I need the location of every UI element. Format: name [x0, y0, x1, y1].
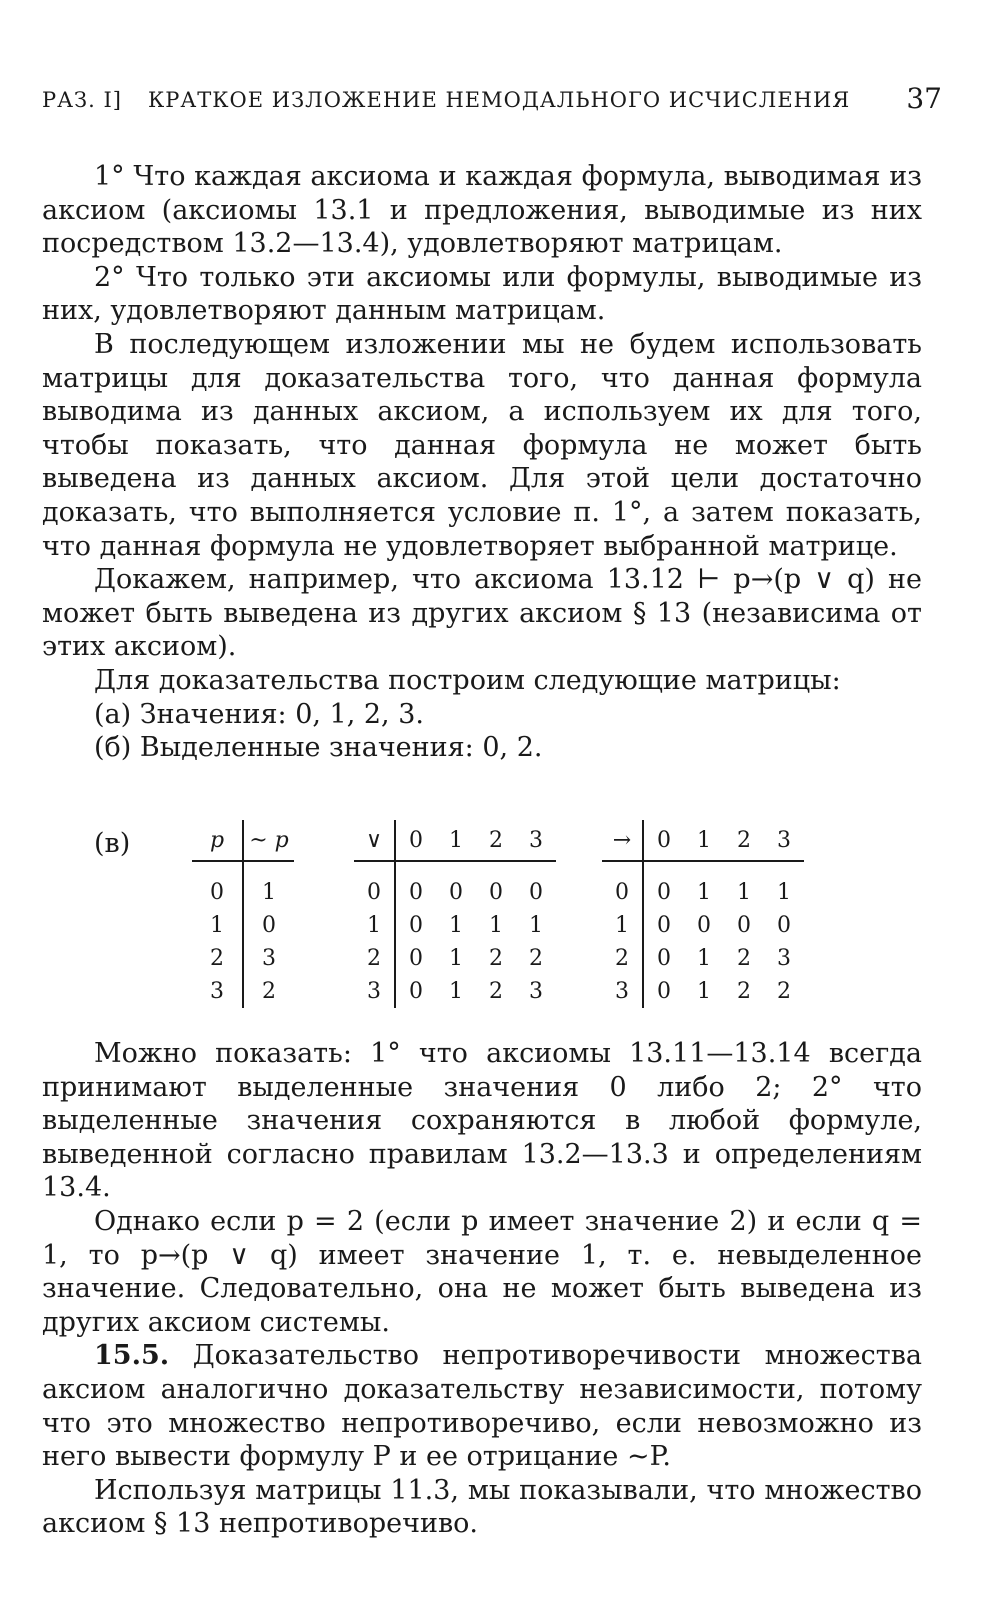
table-header-cell: 0 — [643, 820, 684, 861]
table-cell: 1 — [529, 913, 543, 938]
paragraph: В последующем изложении мы не будем использовать матрицы для доказательства того, что данная формула выводима из данных аксиом, а используем их для того, чтобы показать, что данная формула не может быть выведена из данных аксиом. Для этой цели достаточно доказать, что выполняется условие п. 1°, а затем показать, что данная формула не удовлетворяет выбранной матрице. — [42, 328, 922, 562]
table-cell: 1 — [262, 880, 276, 905]
table-cell: 2 — [777, 979, 791, 1004]
table-cell: 2 — [489, 946, 503, 971]
table-cell: 2 — [354, 942, 395, 975]
paragraph-text: Доказательство непротиворечивости множества аксиом аналогично доказательству независимости, потому что это множество непротиворечиво, если невозможно из него вывести формулу P и ее отрицание ~P. — [42, 1340, 922, 1473]
table-cell: 0 — [262, 913, 276, 938]
table-cell: 1 — [449, 913, 463, 938]
table-header-cell: ∨ — [354, 820, 395, 861]
table-cell: 0 — [449, 880, 463, 905]
table-cell: 1 — [697, 946, 711, 971]
table-header-cell: ~ p — [243, 820, 294, 861]
table-cell: 2 — [192, 942, 243, 975]
table-cell: 1 — [489, 913, 503, 938]
table-header-cell: 1 — [684, 820, 724, 861]
table-cell: 0 — [777, 913, 791, 938]
table-header-cell: 2 — [724, 820, 764, 861]
paragraph: Используя матрицы 11.3, мы показывали, что множество аксиом § 13 непротиворечиво. — [42, 1474, 922, 1540]
table-header-cell: 2 — [476, 820, 516, 861]
table-cell: 1 — [354, 909, 395, 942]
paragraph: Для доказательства построим следующие матрицы: — [94, 664, 841, 696]
table-header-cell: 1 — [436, 820, 476, 861]
paragraph: 1° Что каждая аксиома и каждая формула, выводимая из аксиом (аксиомы 13.1 и предложения, выводимые из них посредством 13.2—13.4), удовлетворяют матрицам. — [42, 161, 922, 260]
section-number: 15.5. — [94, 1340, 170, 1372]
table-cell: 3 — [262, 946, 276, 971]
table-cell: 0 — [602, 861, 643, 909]
paragraph: Однако если p = 2 (если p имеет значение 2) и если q = 1, то p→(p ∨ q) имеет значение 1, т. е. невыделенное значение. Следовательно, она не может быть выведена из других аксиом системы. — [42, 1205, 922, 1338]
paragraph: 2° Что только эти аксиомы или формулы, выводимые из них, удовлетворяют данным матрицам. — [42, 261, 922, 327]
table-header-cell: 3 — [764, 820, 804, 861]
table-cell: 0 — [697, 913, 711, 938]
table-cell: 1 — [697, 880, 711, 905]
disjunction-matrix — [354, 820, 556, 1008]
table-cell: 0 — [529, 880, 543, 905]
table-cell: 0 — [354, 861, 395, 909]
table-cell: 2 — [737, 946, 751, 971]
table-header-cell: 0 — [395, 820, 436, 861]
running-title: КРАТКОЕ ИЗЛОЖЕНИЕ НЕМОДАЛЬНОГО ИСЧИСЛЕНИЯ — [148, 88, 851, 112]
table-cell: 0 — [409, 913, 423, 938]
table-header-cell: p — [192, 820, 243, 861]
table-cell: 1 — [449, 946, 463, 971]
table-cell: 2 — [489, 979, 503, 1004]
paragraph: Докажем, например, что аксиома 13.12 ⊢ p→(p ∨ q) не может быть выведена из других аксиом § 13 (независима от этих аксиом). — [42, 564, 922, 663]
table-cell: 0 — [657, 979, 671, 1004]
table-cell: 1 — [697, 979, 711, 1004]
table-cell: 3 — [602, 975, 643, 1008]
table-cell: 1 — [449, 979, 463, 1004]
table-cell: 0 — [409, 880, 423, 905]
table-cell: 1 — [777, 880, 791, 905]
paragraph: Можно показать: 1° что аксиомы 13.11—13.14 всегда принимают выделенные значения 0 либо 2; 2° что выделенные значения сохраняются в любой формуле, выведенной согласно правилам 13.2—13.3 и определениям 13.4. — [42, 1038, 922, 1204]
table-cell: 2 — [737, 979, 751, 1004]
table-cell: 1 — [192, 909, 243, 942]
list-item: (б) Выделенные значения: 0, 2. — [94, 732, 543, 764]
table-cell: 0 — [489, 880, 503, 905]
value-list — [42, 698, 922, 765]
body-text-top — [42, 160, 922, 765]
list-item-label: (в) — [94, 828, 131, 859]
table-header-cell: 3 — [516, 820, 556, 861]
paragraph-section — [42, 1339, 922, 1473]
table-header-cell: → — [602, 820, 643, 861]
table-cell: 0 — [737, 913, 751, 938]
table-cell: 2 — [262, 979, 276, 1004]
table-cell: 3 — [777, 946, 791, 971]
table-cell: 3 — [354, 975, 395, 1008]
table-cell: 3 — [529, 979, 543, 1004]
negation-matrix — [192, 820, 294, 1008]
table-cell: 1 — [602, 909, 643, 942]
body-text-bottom — [42, 1037, 922, 1541]
table-cell: 0 — [657, 880, 671, 905]
table-cell: 0 — [409, 979, 423, 1004]
matrix-tables — [42, 820, 922, 1020]
page-number: 37 — [906, 82, 942, 115]
table-cell: 3 — [192, 975, 243, 1008]
table-cell: 0 — [192, 861, 243, 909]
table-cell: 0 — [657, 946, 671, 971]
table-cell: 1 — [737, 880, 751, 905]
section-ref: РАЗ. I] — [42, 88, 122, 112]
table-cell: 0 — [657, 913, 671, 938]
table-cell: 2 — [602, 942, 643, 975]
table-cell: 0 — [409, 946, 423, 971]
list-item: (а) Значения: 0, 1, 2, 3. — [94, 698, 424, 730]
running-header — [42, 80, 942, 114]
implication-matrix — [602, 820, 804, 1008]
table-cell: 2 — [529, 946, 543, 971]
